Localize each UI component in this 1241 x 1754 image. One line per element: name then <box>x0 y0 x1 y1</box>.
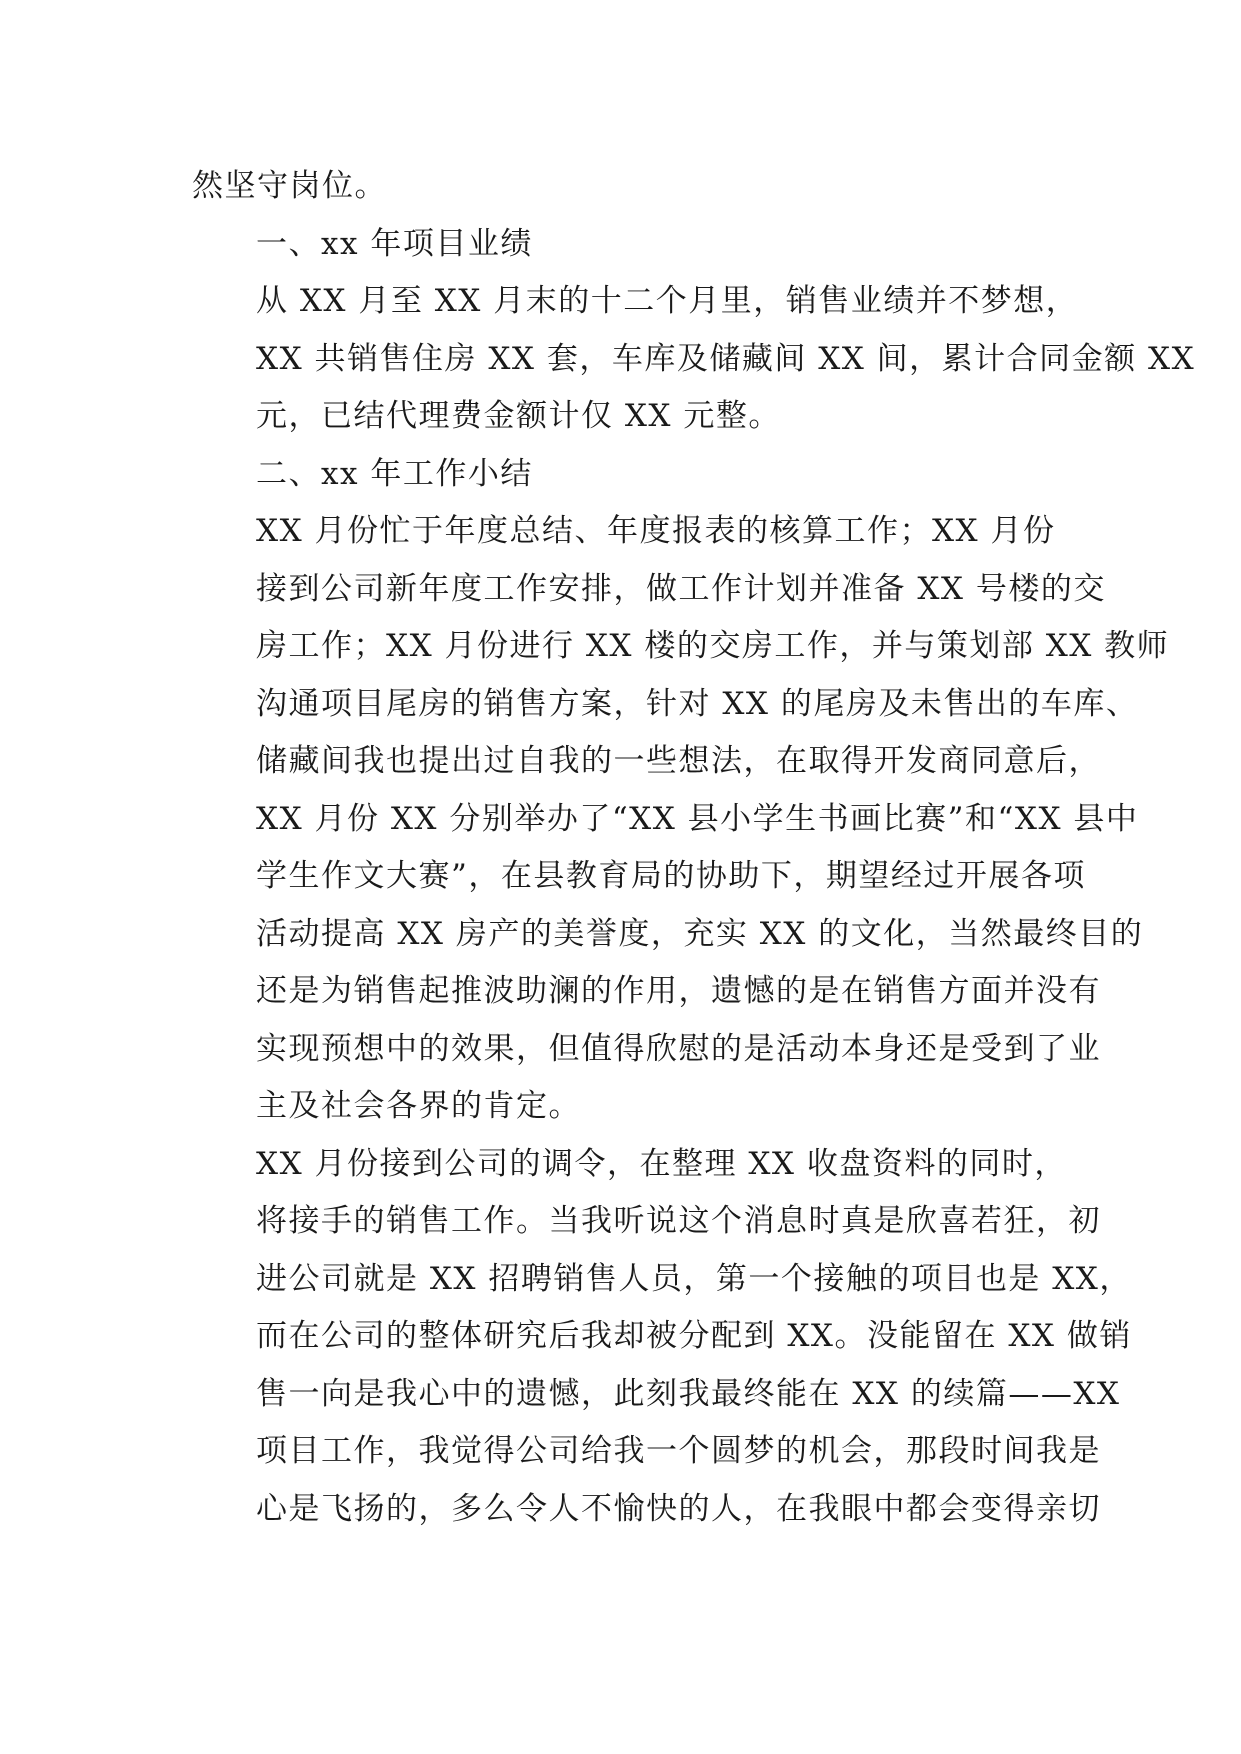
paragraph-line: 而在公司的整体研究后我却被分配到 XX。没能留在 XX 做销 <box>256 1318 1132 1354</box>
paragraph-line: 心是飞扬的，多么令人不愉快的人，在我眼中都会变得亲切 <box>256 1490 1101 1527</box>
paragraph-line: XX 月份接到公司的调令，在整理 XX 收盘资料的同时， <box>256 1145 1067 1182</box>
paragraph-line: 实现预想中的效果，但值得欣慰的是活动本身还是受到了业 <box>256 1030 1101 1067</box>
paragraph <box>192 273 1196 446</box>
paragraph-line: 元，已结代理费金额计仅 XX 元整。 <box>256 398 781 434</box>
paragraph-line: 接到公司新年度工作安排，做工作计划并准备 XX 号楼的交 <box>256 570 1106 607</box>
paragraph-line: XX 共销售住房 XX 套，车库及储藏间 XX 间，累计合同金额 XX <box>256 340 1196 377</box>
paragraph-line: 主及社会各界的肯定。 <box>256 1088 581 1124</box>
paragraph-line: 将接手的销售工作。当我听说这个消息时真是欣喜若狂，初 <box>256 1203 1101 1239</box>
paragraph-line: 然坚守岗位。 <box>192 168 387 204</box>
paragraph-line: 项目工作，我觉得公司给我一个圆梦的机会，那段时间我是 <box>256 1433 1101 1469</box>
paragraph-line: 售一向是我心中的遗憾，此刻我最终能在 XX 的续篇——XX <box>256 1375 1121 1412</box>
document-body <box>192 158 1196 1538</box>
paragraph-line: 房工作；XX 月份进行 XX 楼的交房工作，并与策划部 XX 教师 <box>256 628 1170 664</box>
paragraph-line: 储藏间我也提出过自我的一些想法，在取得开发商同意后， <box>256 743 1101 779</box>
paragraph-line: 沟通项目尾房的销售方案，针对 XX 的尾房及未售出的车库、 <box>256 685 1139 722</box>
paragraph-line: 二、xx 年工作小结 <box>256 455 533 492</box>
paragraph-line: XX 月份忙于年度总结、年度报表的核算工作；XX 月份 <box>256 513 1056 549</box>
paragraph <box>192 216 1052 274</box>
paragraph <box>192 446 1052 504</box>
paragraph-line: 活动提高 XX 房产的美誉度，充实 XX 的文化，当然最终目的 <box>256 915 1144 952</box>
paragraph-line: 还是为销售起推波助澜的作用，遗憾的是在销售方面并没有 <box>256 973 1101 1009</box>
paragraph-line: 学生作文大赛”，在县教育局的协助下，期望经过开展各项 <box>256 858 1086 894</box>
paragraph <box>192 158 1052 216</box>
paragraph-line: XX 月份 XX 分别举办了“XX 县小学生书画比赛”和“XX 县中 <box>256 800 1139 837</box>
paragraph <box>192 503 1170 1136</box>
paragraph-line: 一、xx 年项目业绩 <box>256 225 533 262</box>
paragraph-line: 进公司就是 XX 招聘销售人员，第一个接触的项目也是 XX， <box>256 1260 1132 1297</box>
paragraph <box>192 1136 1132 1539</box>
paragraph-line: 从 XX 月至 XX 月末的十二个月里，销售业绩并不梦想， <box>256 283 1079 319</box>
